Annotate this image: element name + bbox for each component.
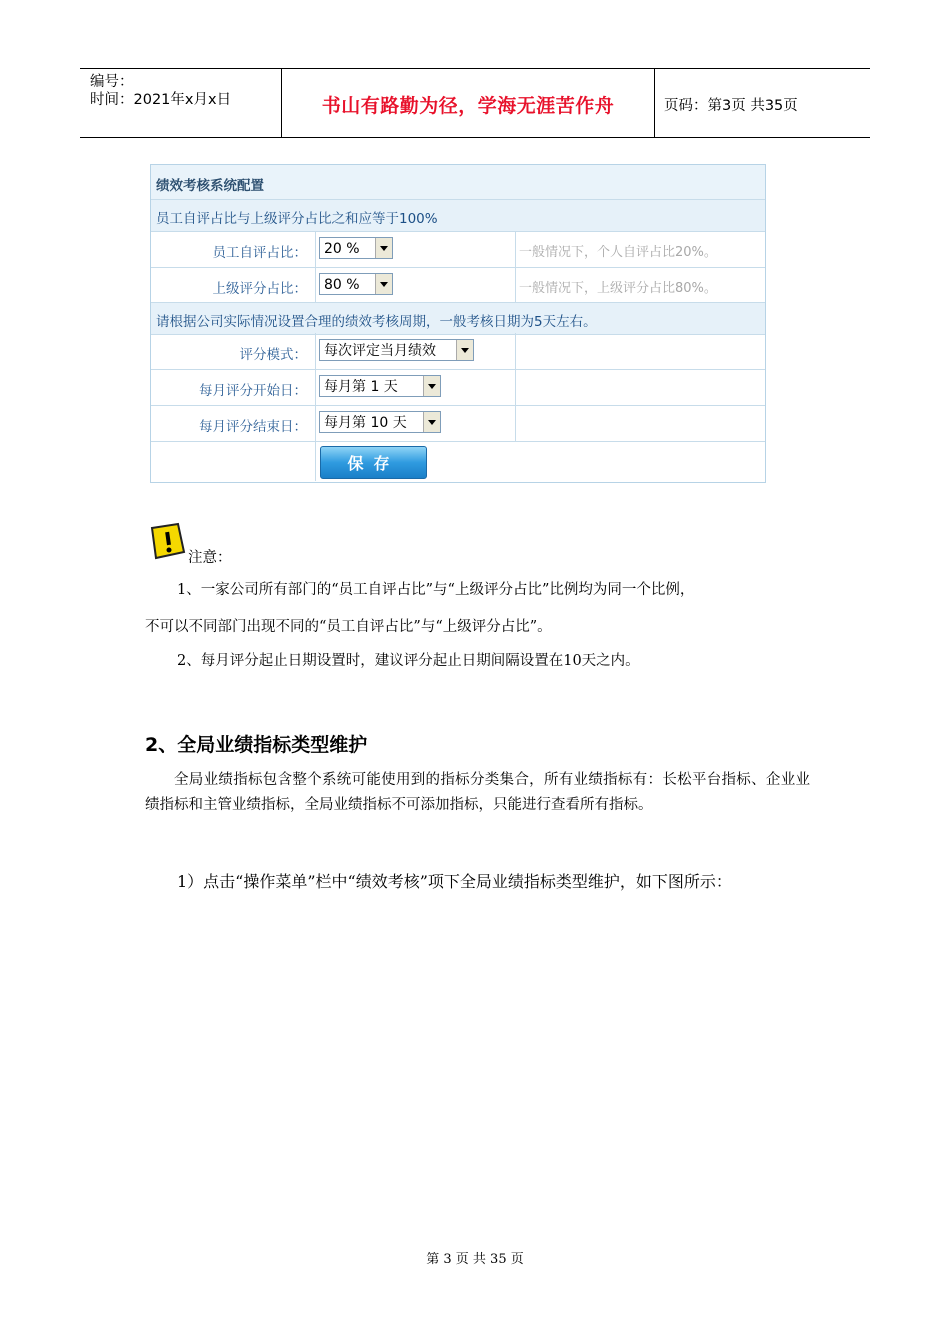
section-period-text: 请根据公司实际情况设置合理的绩效考核周期，一般考核日期为5天左右。: [156, 314, 597, 330]
note-label: 注意：: [188, 550, 232, 566]
chevron-down-icon[interactable]: [423, 412, 440, 432]
save-button[interactable]: 保存: [320, 446, 427, 479]
section-paragraph-1: 全局业绩指标包含整个系统可能使用到的指标分类集合，所有业绩指标有：长松平台指标、企业业绩指标和主管业绩指标，全局业绩指标不可添加指标，只能进行查看所有指标。: [145, 772, 810, 813]
section-period-header: [151, 302, 765, 335]
panel-title-bar: [151, 165, 765, 200]
end-day-label: 每月评分结束日：: [199, 419, 307, 435]
header-middle-cell: [281, 69, 655, 137]
motto: 书山有路勤为径，学海无涯苦作舟: [321, 95, 615, 117]
row-self-ratio: [151, 231, 765, 268]
row-end-day: [151, 405, 765, 442]
note-item-2: 2、每月评分起止日期设置时，建议评分起止日期间隔设置在10天之内。: [177, 653, 640, 669]
scoring-mode-select[interactable]: 每次评定当月绩效: [319, 339, 474, 361]
time-label: 时间：2021年x月x日: [90, 92, 232, 108]
section-heading: 2、全局业绩指标类型维护: [145, 734, 368, 756]
row-save: [151, 441, 765, 481]
self-ratio-hint: 一般情况下，个人自评占比20%。: [519, 245, 717, 260]
row-start-day: [151, 369, 765, 406]
note-item-1-line-2: 不可以不同部门出现不同的“员工自评占比”与“上级评分占比”。: [145, 619, 552, 635]
page-info: 页码：第3页 共35页: [664, 98, 798, 114]
start-day-select[interactable]: 每月第 1 天: [319, 375, 441, 397]
end-day-select[interactable]: 每月第 10 天: [319, 411, 441, 433]
chevron-down-icon[interactable]: [375, 238, 392, 258]
page-footer: 第 3 页 共 35 页: [426, 1252, 524, 1267]
superior-ratio-hint: 一般情况下，上级评分占比80%。: [519, 281, 717, 296]
panel-title: 绩效考核系统配置: [156, 178, 264, 194]
self-ratio-label: 员工自评占比：: [212, 245, 307, 261]
superior-ratio-select[interactable]: 80 %: [319, 273, 393, 295]
warning-icon: [148, 522, 186, 560]
document-header: [80, 68, 870, 138]
section-ratio-header: [151, 199, 765, 232]
start-day-label: 每月评分开始日：: [199, 383, 307, 399]
superior-ratio-label: 上级评分占比：: [212, 281, 307, 297]
self-ratio-select[interactable]: 20 %: [319, 237, 393, 259]
row-scoring-mode: [151, 333, 765, 370]
note-item-1-line-1: 1、一家公司所有部门的“员工自评占比”与“上级评分占比”比例均为同一个比例，: [177, 582, 695, 598]
row-superior-ratio: [151, 267, 765, 304]
header-right-cell: [654, 69, 870, 137]
chevron-down-icon[interactable]: [375, 274, 392, 294]
section-paragraph-2: 1）点击“操作菜单”栏中“绩效考核”项下全局业绩指标类型维护，如下图所示：: [177, 872, 732, 891]
chevron-down-icon[interactable]: [456, 340, 473, 360]
scoring-mode-label: 评分模式：: [239, 347, 307, 363]
chevron-down-icon[interactable]: [423, 376, 440, 396]
number-label: 编号：: [90, 74, 134, 90]
header-left-cell: [80, 69, 280, 137]
performance-config-panel: [150, 164, 766, 483]
section-ratio-text: 员工自评占比与上级评分占比之和应等于100%: [156, 211, 438, 227]
